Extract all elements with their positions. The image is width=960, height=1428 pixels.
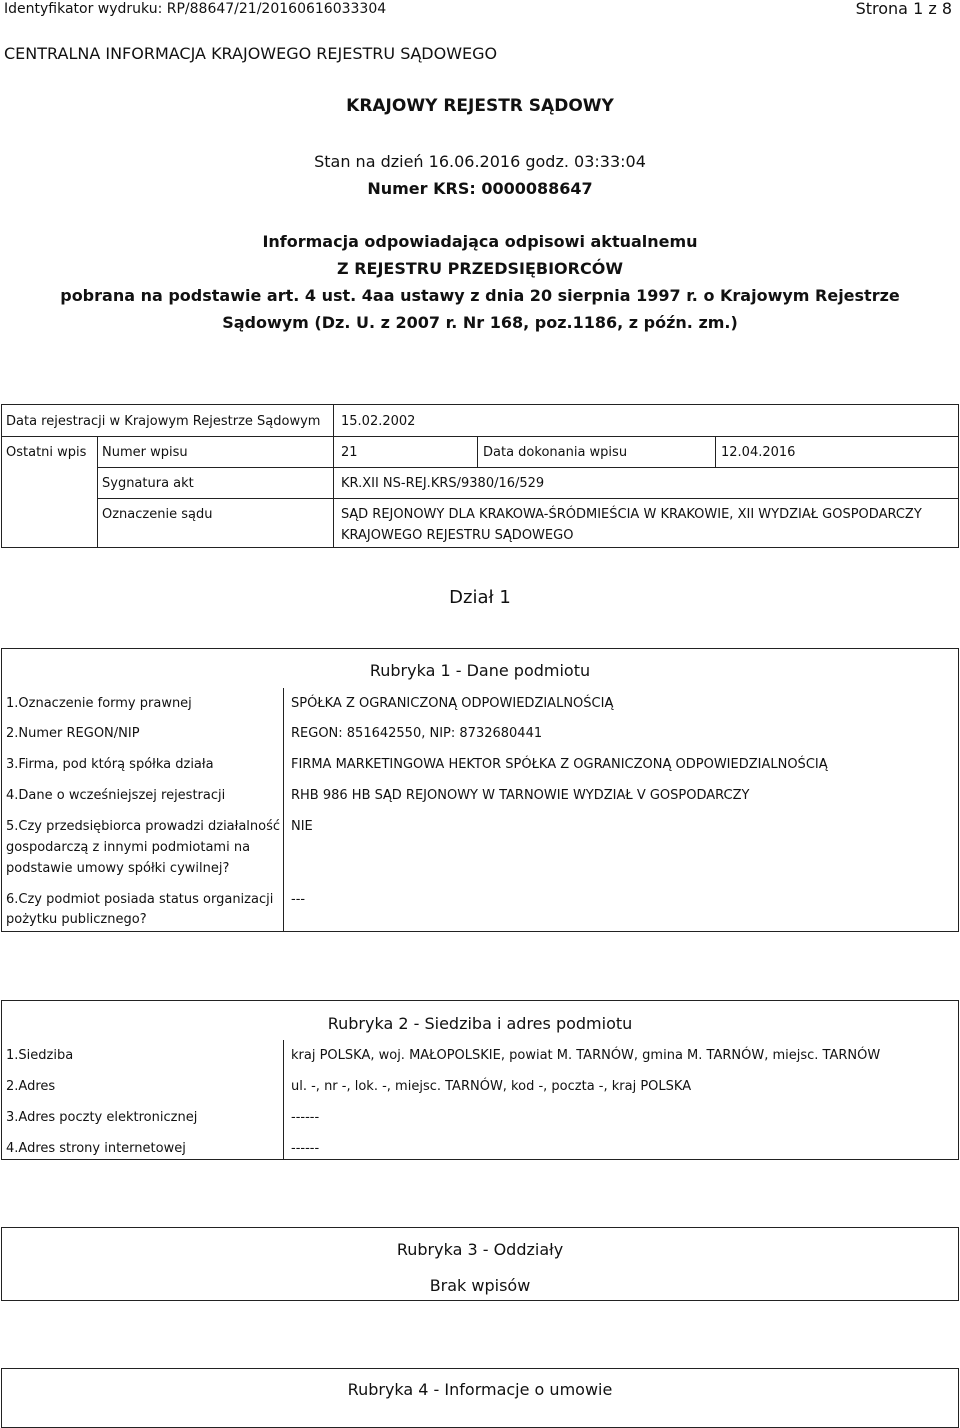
website-value: ------ [291, 1141, 320, 1156]
rubric-1-title: Rubryka 1 - Dane podmiotu [369, 661, 591, 680]
seat-value: kraj POLSKA, woj. MAŁOPOLSKIE, powiat M. TARNÓW, gmina M. TARNÓW, miejsc. TARNÓW [291, 1048, 881, 1063]
civil-partnership-value: NIE [291, 819, 313, 834]
entry-date-value: 12.04.2016 [721, 445, 796, 460]
address-value: ul. -, nr -, lok. -, miejsc. TARNÓW, kod -, poczta -, kraj POLSKA [291, 1079, 692, 1094]
legal-basis-line1: pobrana na podstawie art. 4 ust. 4aa ustawy z dnia 20 sierpnia 1997 r. o Krajowym Rejestrze [60, 286, 900, 305]
legal-basis-line2: Sądowym (Dz. U. z 2007 r. Nr 168, poz.1186, z późn. zm.) [222, 313, 738, 332]
civil-partnership-label-line3: podstawie umowy spółki cywilnej? [6, 861, 230, 876]
public-benefit-label-line2: pożytku publicznego? [6, 912, 147, 927]
krs-number: Numer KRS: 0000088647 [367, 179, 593, 198]
legal-form-label: 1.Oznaczenie formy prawnej [6, 696, 192, 711]
last-entry-label: Ostatni wpis [6, 445, 87, 460]
regon-nip-value: REGON: 851642550, NIP: 8732680441 [291, 726, 543, 741]
info-line: Informacja odpowiadająca odpisowi aktualnemu [262, 232, 698, 251]
rubric-2-title: Rubryka 2 - Siedziba i adres podmiotu [327, 1014, 633, 1033]
website-label: 4.Adres strony internetowej [6, 1141, 186, 1156]
section-title: Dział 1 [449, 587, 511, 608]
public-benefit-value: --- [291, 892, 306, 907]
reg-date-value: 15.02.2002 [341, 414, 416, 429]
email-value: ------ [291, 1110, 320, 1125]
org-name: CENTRALNA INFORMACJA KRAJOWEGO REJESTRU SĄDOWEGO [4, 44, 498, 63]
register-line: Z REJESTRU PRZEDSIĘBIORCÓW [337, 259, 623, 278]
prior-registration-value: RHB 986 HB SĄD REJONOWY W TARNOWIE WYDZIAŁ V GOSPODARCZY [291, 788, 750, 803]
court-value-line2: KRAJOWEGO REJESTRU SĄDOWEGO [341, 528, 574, 543]
address-label: 2.Adres [6, 1079, 56, 1094]
prior-registration-label: 4.Dane o wcześniejszej rejestracji [6, 788, 226, 803]
court-value-line1: SĄD REJONOWY DLA KRAKOWA-ŚRÓDMIEŚCIA W KRAKOWIE, XII WYDZIAŁ GOSPODARCZY [341, 507, 922, 522]
file-signature-value: KR.XII NS-REJ.KRS/9380/16/529 [341, 476, 545, 491]
entry-number-label: Numer wpisu [102, 445, 188, 460]
seat-label: 1.Siedziba [6, 1048, 74, 1063]
email-label: 3.Adres poczty elektronicznej [6, 1110, 198, 1125]
registry-title: KRAJOWY REJESTR SĄDOWY [346, 96, 614, 116]
company-name-label: 3.Firma, pod którą spółka działa [6, 757, 214, 772]
regon-nip-label: 2.Numer REGON/NIP [6, 726, 140, 741]
civil-partnership-label-line2: gospodarczą z innymi podmiotami na [6, 840, 251, 855]
entry-number-value: 21 [341, 445, 358, 460]
public-benefit-label-line1: 6.Czy podmiot posiada status organizacji [6, 892, 274, 907]
court-label: Oznaczenie sądu [102, 507, 213, 522]
legal-form-value: SPÓŁKA Z OGRANICZONĄ ODPOWIEDZIALNOŚCIĄ [291, 696, 614, 711]
reg-date-label: Data rejestracji w Krajowym Rejestrze Sądowym [6, 414, 321, 429]
rubric-3-empty: Brak wpisów [429, 1276, 531, 1295]
print-identifier: Identyfikator wydruku: RP/88647/21/20160616033304 [4, 1, 387, 17]
entry-date-label: Data dokonania wpisu [483, 445, 628, 460]
state-date: Stan na dzień 16.06.2016 godz. 03:33:04 [314, 152, 646, 171]
rubric-4-title: Rubryka 4 - Informacje o umowie [347, 1380, 613, 1399]
page-number: Strona 1 z 8 [855, 0, 952, 18]
file-signature-label: Sygnatura akt [102, 476, 194, 491]
rubric-3-title: Rubryka 3 - Oddziały [396, 1240, 564, 1259]
civil-partnership-label-line1: 5.Czy przedsiębiorca prowadzi działalność [6, 819, 281, 834]
company-name-value: FIRMA MARKETINGOWA HEKTOR SPÓŁKA Z OGRANICZONĄ ODPOWIEDZIALNOŚCIĄ [291, 757, 828, 772]
